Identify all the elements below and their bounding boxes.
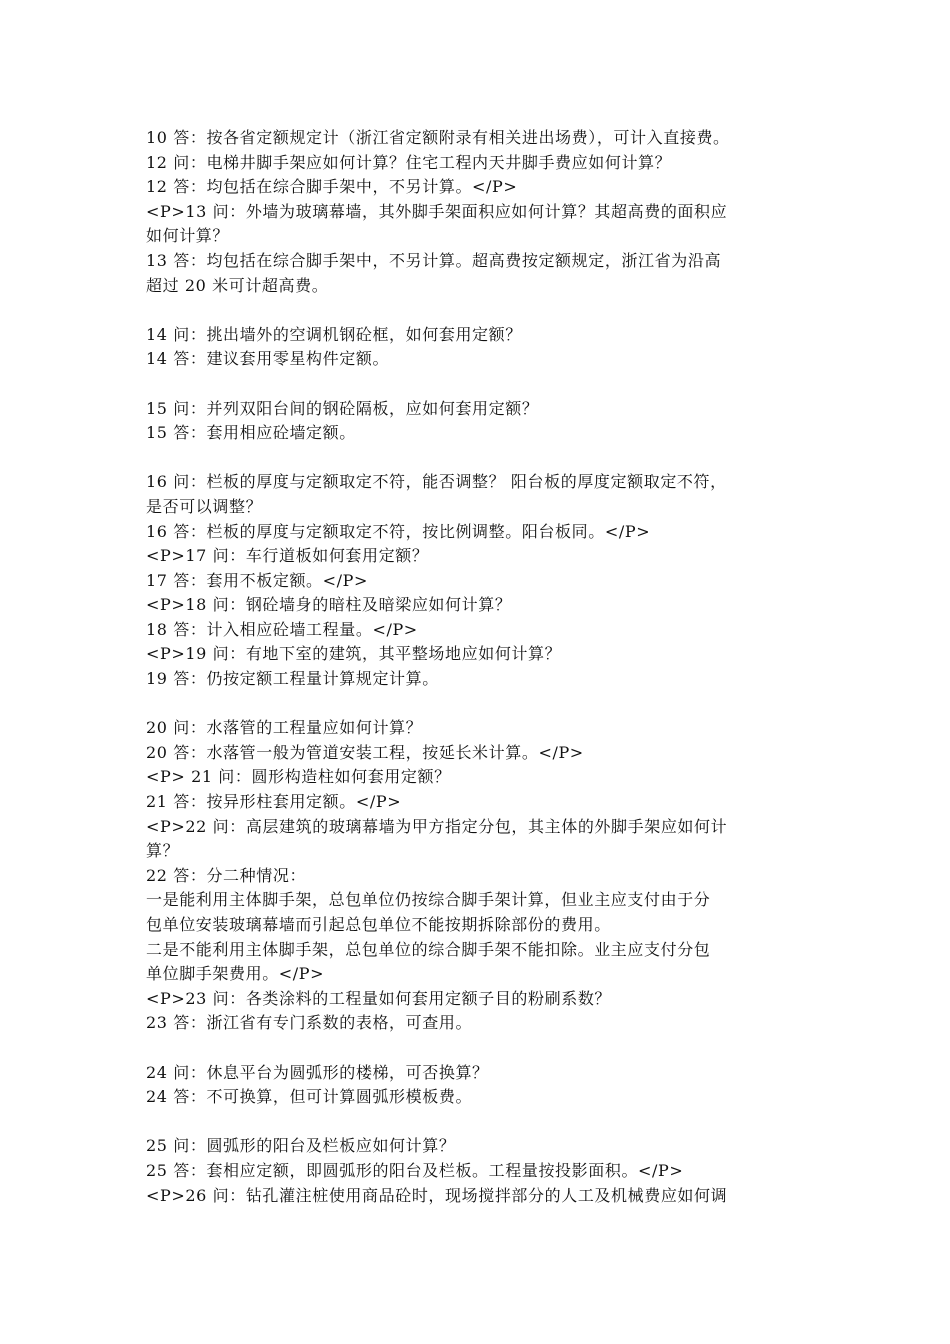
text-line: 23 答：浙江省有专门系数的表格，可查用。 [146,1013,473,1033]
blank-line [146,1110,826,1135]
text-line: 单位脚手架费用。</P> [146,964,325,984]
text-line: <P>22 问：高层建筑的玻璃幕墙为甲方指定分包，其主体的外脚手架应如何计 [146,816,728,836]
text-line: <P> 21 问：圆形构造柱如何套用定额？ [146,767,451,787]
text-line: 25 答：套相应定额，即圆弧形的阳台及栏板。工程量按投影面积。</P> [146,1160,684,1180]
text-line: 19 答：仍按定额工程量计算规定计算。 [146,669,439,689]
blank-line [146,446,826,471]
text-line: 16 问：栏板的厚度与定额取定不符，能否调整？ 阳台板的厚度定额取定不符， [146,472,727,492]
text-line: 10 答：按各省定额规定计（浙江省定额附录有相关进出场费），可计入直接费。 [146,128,730,147]
blank-line [146,692,826,717]
text-line: 24 问：休息平台为圆弧形的楼梯，可否换算？ [146,1062,489,1082]
text-line: 包单位安装玻璃幕墙而引起总包单位不能按期拆除部份的费用。 [146,915,611,934]
text-line: 12 问：电梯井脚手架应如何计算？住宅工程内天井脚手费应如何计算？ [146,152,672,172]
text-line: <P>26 问：钻孔灌注桩使用商品砼时，现场搅拌部分的人工及机械费应如何调 [146,1185,728,1205]
text-line: 20 答：水落管一般为管道安装工程，按延长米计算。</P> [146,742,584,762]
document-body [146,126,826,1208]
text-line: 15 答：套用相应砼墙定额。 [146,423,356,443]
text-line: 21 答：按异形柱套用定额。</P> [146,792,402,812]
text-line: 一是能利用主体脚手架，总包单位仍按综合脚手架计算，但业主应支付由于分 [146,890,711,910]
text-line: 14 问：挑出墙外的空调机钢砼框，如何套用定额？ [146,324,522,344]
text-line: 二是不能利用主体脚手架，总包单位的综合脚手架不能扣除。业主应支付分包 [146,939,711,959]
text-line: 如何计算？ [146,226,230,246]
blank-line [146,298,826,323]
text-line: <P>17 问：车行道板如何套用定额？ [146,546,429,566]
text-line: 15 问：并列双阳台间的钢砼隔板，应如何套用定额？ [146,398,539,418]
text-line: 17 答：套用不板定额。</P> [146,570,369,590]
text-line: 16 答：栏板的厚度与定额取定不符，按比例调整。阳台板同。</P> [146,521,651,541]
blank-line [146,1036,826,1061]
text-line: <P>13 问：外墙为玻璃幕墙，其外脚手架面积应如何计算？其超高费的面积应 [146,201,728,221]
text-line: <P>23 问：各类涂料的工程量如何套用定额子目的粉刷系数？ [146,988,612,1008]
text-line: 12 答：均包括在综合脚手架中，不另计算。</P> [146,177,518,197]
text-line: 13 答：均包括在综合脚手架中，不另计算。超高费按定额规定，浙江省为沿高 [146,250,722,270]
text-line: 24 答：不可换算，但可计算圆弧形模板费。 [146,1087,473,1107]
text-line: 18 答：计入相应砼墙工程量。</P> [146,619,418,639]
text-line: 超过 20 米可计超高费。 [146,275,329,295]
text-line: 算？ [146,841,180,861]
blank-line [146,372,826,397]
text-line: 25 问：圆弧形的阳台及栏板应如何计算？ [146,1136,456,1156]
text-line: 20 问：水落管的工程量应如何计算？ [146,718,423,738]
text-line: 是否可以调整？ [146,496,263,516]
text-line: 14 答：建议套用零星构件定额。 [146,349,390,369]
text-line: <P>19 问：有地下室的建筑，其平整场地应如何计算？ [146,644,562,664]
text-line: 22 答：分二种情况： [146,865,307,885]
text-line: <P>18 问：钢砼墙身的暗柱及暗梁应如何计算？ [146,595,512,615]
